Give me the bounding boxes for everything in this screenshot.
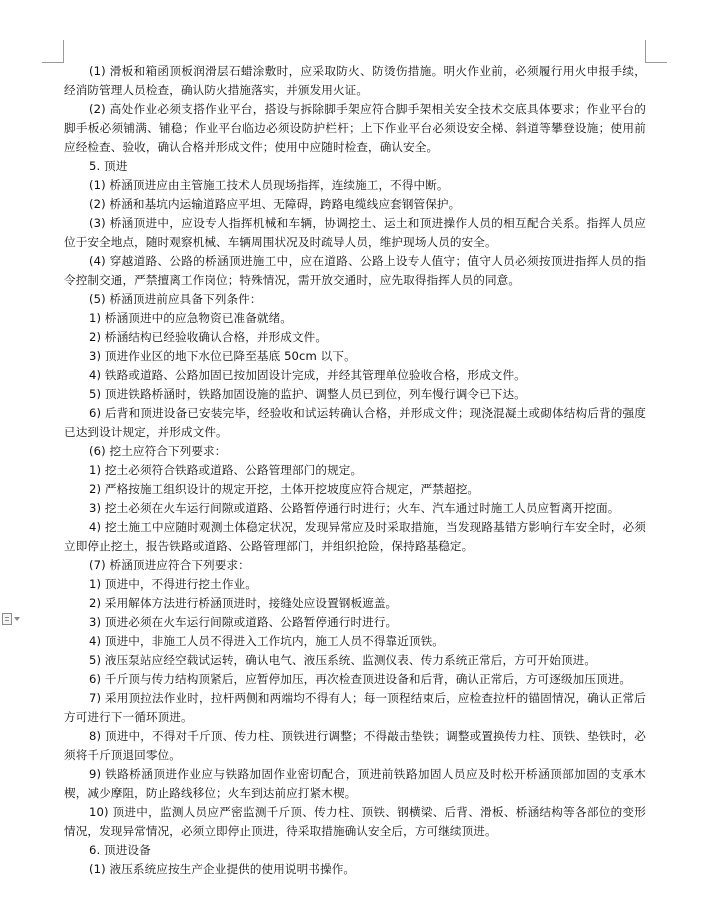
paragraph: (4) 穿越道路、公路的桥涵顶进施工中，应在道路、公路上设专人值守；值守人员必须按顶进指挥人员的指令控制交通，严禁擅离工作岗位；特殊情况，需开放交通时，应先取得指挥人员的同意。 xyxy=(64,254,646,287)
list-item: 5) 顶进铁路桥涵时，铁路加固设施的监护、调整人员已到位，列车慢行调令已下达。 xyxy=(89,387,526,401)
document-options-widget[interactable] xyxy=(2,612,28,626)
paragraph: (6) 挖土应符合下列要求： xyxy=(89,444,227,458)
crop-mark-top-right xyxy=(645,62,667,63)
list-item: 5) 液压泵站应经空载试运转，确认电气、液压系统、监测仪表、传力系统正常后，方可开始顶进。 xyxy=(89,653,597,667)
list-item: 1) 挖土必须符合铁路或道路、公路管理部门的规定。 xyxy=(89,463,363,477)
paragraph: (7) 桥涵顶进应符合下列要求： xyxy=(89,558,250,572)
crop-mark-top-left xyxy=(63,40,64,63)
list-item: 4) 顶进中，非施工人员不得进入工作坑内，施工人员不得靠近顶铁。 xyxy=(89,634,445,648)
list-item: 2) 严格按施工组织设计的规定开挖，土体开挖坡度应符合规定，严禁超挖。 xyxy=(89,482,480,496)
list-item: 8) 顶进中，不得对千斤顶、传力柱、顶铁进行调整；不得敲击垫铁；调整或置换传力柱、顶铁、垫铁时，必须将千斤顶退回零位。 xyxy=(64,729,646,762)
list-item: 4) 铁路或道路、公路加固已按加固设计完成，并经其管理单位验收合格，形成文件。 xyxy=(89,368,526,382)
list-item: 9) 铁路桥涵顶进作业应与铁路加固作业密切配合，顶进前铁路加固人员应及时松开桥涵顶部加固的支承木楔，减少摩阻，防止路线移位；火车到达前应打紧木楔。 xyxy=(64,767,646,800)
list-item: 1) 桥涵顶进中的应急物资已准备就绪。 xyxy=(89,311,292,325)
paragraph: (2) 高处作业必须支搭作业平台，搭设与拆除脚手架应符合脚手架相关安全技术交底具体要求；作业平台的脚手板必须铺满、铺稳；作业平台临边必须设防护栏杆；上下作业平台必须设安全梯、斜道等攀登设施；使用前应经检查、验收，确认合格并形成文件；使用中应随时检查，确认安全。 xyxy=(64,102,646,154)
section-heading: 6. 顶进设备 xyxy=(89,843,151,857)
list-item: 2) 桥涵结构已经验收确认合格，并形成文件。 xyxy=(89,330,328,344)
document-body xyxy=(64,62,646,879)
paragraph: (1) 液压系统应按生产企业提供的使用说明书操作。 xyxy=(89,862,356,876)
list-item: 10) 顶进中，监测人员应严密监测千斤顶、传力柱、顶铁、钢横梁、后背、滑板、桥涵结构等各部位的变形情况，发现异常情况，必须立即停止顶进，待采取措施确认安全后，方可继续顶进。 xyxy=(64,805,646,838)
list-item: 2) 采用解体方法进行桥涵顶进时，接缝处应设置钢板遮盖。 xyxy=(89,596,398,610)
paragraph: (3) 桥涵顶进中，应设专人指挥机械和车辆，协调挖土、运土和顶进操作人员的相互配合关系。指挥人员应位于安全地点，随时观察机械、车辆周围状况及时疏导人员，维护现场人员的安全。 xyxy=(64,216,646,249)
crop-mark-top-left xyxy=(42,62,64,63)
paragraph: (2) 桥涵和基坑内运输道路应平坦、无障碍，跨路电缆线应套钢管保护。 xyxy=(89,197,461,211)
list-item: 6) 千斤顶与传力结构顶紧后，应暂停加压，再次检查顶进设备和后背，确认正常后，方可逐级加压顶进。 xyxy=(89,672,632,686)
caret-down-icon xyxy=(14,617,20,621)
list-item: 3) 顶进作业区的地下水位已降至基底 50cm 以下。 xyxy=(89,349,356,363)
list-item: 7) 采用顶拉法作业时，拉杆两侧和两端均不得有人；每一顶程结束后，应检查拉杆的锚固情况，确认正常后方可进行下一循环顶进。 xyxy=(64,691,646,724)
paragraph: (1) 桥涵顶进应由主管施工技术人员现场指挥，连续施工，不得中断。 xyxy=(89,178,449,192)
list-item: 1) 顶进中，不得进行挖土作业。 xyxy=(89,577,257,591)
crop-mark-top-right xyxy=(645,40,646,63)
list-item: 6) 后背和顶进设备已安装完毕，经验收和试运转确认合格，并形成文件；现浇混凝土或砌体结构后背的强度已达到设计规定，并形成文件。 xyxy=(64,406,646,439)
list-item: 3) 挖土必须在火车运行间隙或道路、公路暂停通行时进行；火车、汽车通过时施工人员应暂离开挖面。 xyxy=(89,501,620,515)
document-icon xyxy=(2,613,12,625)
section-heading: 5. 顶进 xyxy=(89,159,128,173)
paragraph: (5) 桥涵顶进前应具备下列条件： xyxy=(89,292,262,306)
list-item: 3) 顶进必须在火车运行间隙或道路、公路暂停通行时进行。 xyxy=(89,615,398,629)
list-item: 4) 挖土施工中应随时观测土体稳定状况，发现异常应及时采取措施，当发现路基错方影响行车安全时，必须立即停止挖土，报告铁路或道路、公路管理部门，并组织抢险，保持路基稳定。 xyxy=(64,520,646,553)
paragraph: (1) 滑板和箱函顶板润滑层石蜡涂敷时，应采取防火、防烫伤措施。明火作业前，必须履行用火申报手续，经消防管理人员检查，确认防火措施落实，并颁发用火证。 xyxy=(64,64,646,97)
